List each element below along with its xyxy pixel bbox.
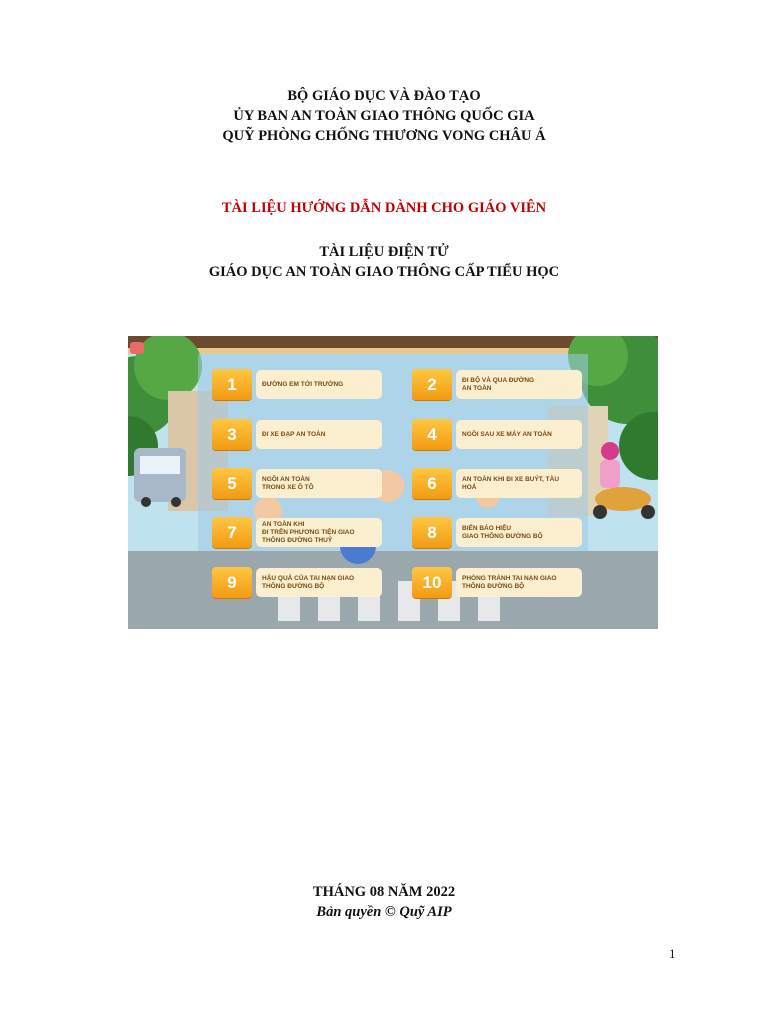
lesson-number: 9 [212,567,252,598]
title-line-2: GIÁO DỤC AN TOÀN GIAO THÔNG CẤP TIỂU HỌC [208,264,560,280]
lesson-item[interactable] [412,467,582,500]
lesson-label: PHÒNG TRÁNH TAI NẠN GIAO THÔNG ĐƯỜNG BỘ [456,568,582,597]
lesson-label: ĐI BỘ VÀ QUA ĐƯỜNG AN TOÀN [456,370,582,399]
lesson-item[interactable] [412,368,582,401]
lesson-number: 1 [212,369,252,400]
lesson-label: ĐƯỜNG EM TỚI TRƯỜNG [256,370,382,399]
lesson-number: 3 [212,419,252,450]
lesson-number: 6 [412,468,452,499]
lesson-label: AN TOÀN KHI ĐI TRÊN PHƯƠNG TIỆN GIAO THÔNG ĐƯỜNG THUỶ [256,518,382,547]
committee-name: ỦY BAN AN TOÀN GIAO THÔNG QUỐC GIA [233,108,535,124]
lesson-item[interactable] [212,516,382,549]
lesson-label: HẬU QUẢ CỦA TAI NẠN GIAO THÔNG ĐƯỜNG BỘ [256,568,382,597]
lesson-number: 4 [412,419,452,450]
lesson-number: 5 [212,468,252,499]
lesson-item[interactable] [212,418,382,451]
document-type: TÀI LIỆU HƯỚNG DẪN DÀNH CHO GIÁO VIÊN [221,200,547,216]
lesson-number: 8 [412,517,452,548]
lesson-item[interactable] [212,368,382,401]
ministry-name: BỘ GIÁO DỤC VÀ ĐÀO TẠO [287,88,481,104]
lesson-number: 7 [212,517,252,548]
lesson-item[interactable] [412,418,582,451]
lesson-label: NGỒI AN TOÀN TRONG XE Ô TÔ [256,469,382,498]
copyright-notice: Bản quyền © Quỹ AIP [316,904,452,920]
lesson-item[interactable] [412,516,582,549]
issuer-header [0,86,768,146]
title-line-1: TÀI LIỆU ĐIỆN TỬ [319,244,449,260]
document-footer [0,882,768,922]
lesson-number: 2 [412,369,452,400]
lesson-label: ĐI XE ĐẠP AN TOÀN [256,420,382,449]
page-number: 1 [669,946,676,961]
lesson-item[interactable] [212,566,382,599]
lesson-label: NGỒI SAU XE MÁY AN TOÀN [456,420,582,449]
cover-illustration [128,336,658,629]
lesson-menu [128,336,658,629]
document-title [0,242,768,282]
lesson-number: 10 [412,567,452,598]
lesson-item[interactable] [412,566,582,599]
publication-date: THÁNG 08 NĂM 2022 [312,884,456,900]
lesson-label: AN TOÀN KHI ĐI XE BUÝT, TÀU HOẢ [456,469,582,498]
foundation-name: QUỸ PHÒNG CHỐNG THƯƠNG VONG CHÂU Á [222,128,546,144]
lesson-item[interactable] [212,467,382,500]
lesson-label: BIỂN BÁO HIỆU GIAO THÔNG ĐƯỜNG BỘ [456,518,582,547]
